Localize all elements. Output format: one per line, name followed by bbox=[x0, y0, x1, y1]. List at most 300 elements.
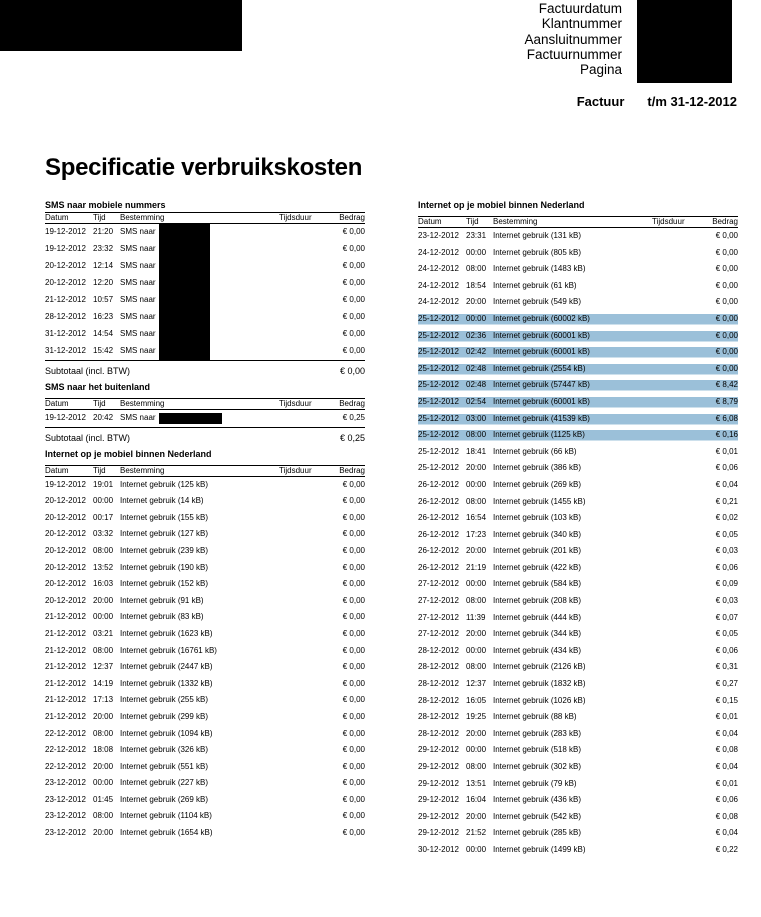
cell-date: 23-12-2012 bbox=[45, 828, 86, 838]
cell-destination: Internet gebruik (518 kB) bbox=[493, 745, 582, 755]
cell-date: 25-12-2012 bbox=[418, 413, 459, 423]
cell-destination: Internet gebruik (60002 kB) bbox=[493, 313, 590, 323]
cell-date: 22-12-2012 bbox=[45, 761, 86, 771]
table-row-highlighted bbox=[418, 361, 738, 378]
cell-amount: € 0,00 bbox=[342, 595, 365, 605]
cell-destination: Internet gebruik (551 kB) bbox=[120, 761, 209, 771]
cell-amount: € 0,00 bbox=[342, 579, 365, 589]
cell-destination: Internet gebruik (1026 kB) bbox=[493, 695, 586, 705]
cell-date: 25-12-2012 bbox=[418, 463, 459, 473]
cell-date: 30-12-2012 bbox=[418, 844, 459, 854]
cell-amount: € 0,25 bbox=[342, 413, 365, 422]
cell-date: 29-12-2012 bbox=[418, 811, 459, 821]
cell-amount: € 0,00 bbox=[342, 828, 365, 838]
cell-destination: Internet gebruik (14 kB) bbox=[120, 496, 204, 506]
cell-time: 00:00 bbox=[93, 778, 114, 788]
cell-destination: Internet gebruik (239 kB) bbox=[120, 545, 209, 555]
cell-amount: € 0,04 bbox=[715, 479, 738, 489]
subtotal-label: Subtotaal (incl. BTW) bbox=[45, 432, 131, 443]
cell-amount: € 0,00 bbox=[715, 231, 738, 240]
table-row bbox=[45, 643, 365, 660]
cell-date: 20-12-2012 bbox=[45, 595, 86, 605]
cell-date: 29-12-2012 bbox=[418, 778, 459, 788]
redacted-phone-number bbox=[159, 326, 210, 343]
table-row bbox=[45, 493, 365, 510]
cell-time: 16:04 bbox=[466, 795, 487, 805]
cell-date: 28-12-2012 bbox=[418, 645, 459, 655]
cell-amount: € 0,00 bbox=[715, 363, 738, 373]
cell-date: 20-12-2012 bbox=[45, 562, 86, 572]
table-row bbox=[45, 609, 365, 626]
cell-destination: Internet gebruik (283 kB) bbox=[493, 728, 582, 738]
col-tijdsduur: Tijdsduur bbox=[279, 465, 329, 476]
cell-amount: € 0,00 bbox=[715, 330, 738, 340]
cell-date: 19-12-2012 bbox=[45, 244, 86, 254]
cell-destination: Internet gebruik (805 kB) bbox=[493, 247, 582, 257]
col-tijd: Tijd bbox=[93, 399, 120, 410]
cell-amount: € 0,00 bbox=[342, 761, 365, 771]
redacted-phone-number bbox=[159, 258, 210, 275]
cell-amount: € 0,07 bbox=[715, 612, 738, 622]
cell-destination: Internet gebruik (60001 kB) bbox=[493, 396, 590, 406]
cell-time: 08:00 bbox=[93, 545, 114, 555]
cell-time: 00:00 bbox=[466, 645, 487, 655]
cell-destination: SMS naar bbox=[120, 227, 156, 236]
cell-amount: € 0,00 bbox=[342, 662, 365, 672]
cell-time: 21:20 bbox=[93, 227, 114, 237]
cell-date: 27-12-2012 bbox=[418, 596, 459, 606]
cell-amount: € 0,03 bbox=[715, 596, 738, 606]
table-row bbox=[45, 258, 365, 275]
section-title-sms-abroad: SMS naar het buitenland bbox=[45, 382, 151, 392]
cell-destination: Internet gebruik (302 kB) bbox=[493, 762, 582, 771]
table-row bbox=[418, 693, 738, 710]
cell-destination: Internet gebruik (83 kB) bbox=[120, 612, 204, 622]
cell-destination: Internet gebruik (1094 kB) bbox=[120, 728, 213, 738]
cell-amount: € 8,42 bbox=[715, 380, 738, 390]
cell-destination: Internet gebruik (542 kB) bbox=[493, 811, 582, 821]
cell-amount: € 0,27 bbox=[715, 679, 738, 689]
cell-amount: € 0,09 bbox=[715, 579, 738, 589]
cell-destination: Internet gebruik (549 kB) bbox=[493, 297, 582, 307]
col-datum: Datum bbox=[418, 217, 466, 228]
cell-date: 25-12-2012 bbox=[418, 380, 459, 390]
cell-destination: SMS naar bbox=[120, 244, 156, 253]
cell-amount: € 0,00 bbox=[715, 264, 738, 274]
cell-destination: Internet gebruik (2447 kB) bbox=[120, 662, 213, 672]
table-header-row bbox=[45, 465, 365, 476]
cell-date: 25-12-2012 bbox=[418, 363, 459, 373]
section-title-internet: Internet op je mobiel binnen Nederland bbox=[45, 448, 212, 459]
cell-amount: € 0,00 bbox=[342, 711, 365, 721]
cell-time: 20:00 bbox=[93, 711, 114, 721]
cell-time: 12:37 bbox=[93, 662, 114, 672]
cell-destination: Internet gebruik (326 kB) bbox=[120, 745, 209, 755]
cell-amount: € 0,00 bbox=[342, 278, 365, 288]
cell-destination: Internet gebruik (2554 kB) bbox=[493, 363, 586, 373]
table-row bbox=[418, 593, 738, 610]
invoice-period bbox=[577, 94, 737, 109]
table-row bbox=[418, 494, 738, 511]
cell-destination: Internet gebruik (201 kB) bbox=[493, 546, 582, 556]
cell-destination: Internet gebruik (269 kB) bbox=[120, 794, 209, 804]
cell-date: 20-12-2012 bbox=[45, 261, 86, 271]
cell-amount: € 0,08 bbox=[715, 745, 738, 755]
cell-time: 03:00 bbox=[466, 413, 487, 423]
cell-amount: € 0,00 bbox=[342, 295, 365, 305]
cell-destination: Internet gebruik (340 kB) bbox=[493, 529, 582, 539]
cell-destination: Internet gebruik (1623 kB) bbox=[120, 628, 213, 638]
cell-destination: Internet gebruik (103 kB) bbox=[493, 513, 582, 523]
table-row bbox=[45, 726, 365, 743]
factuur-label: Factuur bbox=[576, 94, 625, 109]
table-row bbox=[418, 510, 738, 527]
cell-destination: Internet gebruik (60001 kB) bbox=[493, 330, 590, 340]
cell-destination: Internet gebruik (436 kB) bbox=[493, 795, 582, 805]
subtotal-amount: € 0,25 bbox=[339, 432, 365, 443]
table-row-highlighted bbox=[418, 344, 738, 361]
cell-date: 24-12-2012 bbox=[418, 247, 459, 257]
cell-amount: € 0,00 bbox=[715, 297, 738, 307]
col-bestemming: Bestemming bbox=[120, 465, 279, 476]
cell-destination: Internet gebruik (66 kB) bbox=[493, 446, 577, 456]
cell-date: 31-12-2012 bbox=[45, 346, 86, 356]
cell-amount: € 0,21 bbox=[715, 496, 738, 506]
cell-amount: € 0,00 bbox=[342, 794, 365, 804]
table-row bbox=[418, 776, 738, 793]
cell-amount: € 0,00 bbox=[342, 628, 365, 638]
cell-time: 08:00 bbox=[466, 662, 487, 672]
internet-table-left bbox=[45, 465, 365, 842]
table-row bbox=[45, 775, 365, 792]
table-row bbox=[418, 543, 738, 560]
table-header-row bbox=[45, 213, 365, 224]
cell-date: 22-12-2012 bbox=[45, 728, 86, 738]
table-row bbox=[418, 245, 738, 262]
table-row-highlighted bbox=[418, 411, 738, 428]
cell-amount: € 0,00 bbox=[715, 280, 738, 290]
cell-time: 00:00 bbox=[93, 496, 114, 506]
cell-time: 12:20 bbox=[93, 278, 114, 288]
cell-time: 08:00 bbox=[466, 762, 487, 771]
cell-destination: Internet gebruik (91 kB) bbox=[120, 595, 204, 605]
cell-destination: Internet gebruik (125 kB) bbox=[120, 479, 209, 489]
cell-amount: € 0,22 bbox=[715, 844, 738, 854]
cell-destination: Internet gebruik (41539 kB) bbox=[493, 413, 590, 423]
table-row bbox=[418, 742, 738, 759]
cell-amount: € 0,00 bbox=[342, 678, 365, 688]
cell-amount: € 0,03 bbox=[715, 546, 738, 556]
cell-date: 26-12-2012 bbox=[418, 546, 459, 556]
cell-time: 02:36 bbox=[466, 330, 487, 340]
label-aansluitnummer: Aansluitnummer bbox=[524, 31, 622, 47]
cell-date: 28-12-2012 bbox=[418, 728, 459, 738]
cell-time: 23:32 bbox=[93, 244, 114, 254]
cell-destination: Internet gebruik (434 kB) bbox=[493, 645, 582, 655]
cell-time: 20:00 bbox=[93, 761, 114, 771]
cell-time: 18:41 bbox=[466, 446, 487, 456]
cell-amount: € 0,05 bbox=[715, 629, 738, 639]
cell-destination: Internet gebruik (61 kB) bbox=[493, 280, 577, 290]
redacted-invoice-values bbox=[637, 0, 732, 83]
cell-time: 08:00 bbox=[466, 264, 487, 274]
cell-time: 00:00 bbox=[466, 579, 487, 589]
cell-date: 23-12-2012 bbox=[45, 778, 86, 788]
subtotal-row bbox=[45, 428, 365, 448]
table-row bbox=[418, 228, 738, 245]
cell-time: 13:51 bbox=[466, 778, 487, 788]
cell-date: 28-12-2012 bbox=[418, 695, 459, 705]
cell-time: 08:00 bbox=[466, 430, 487, 440]
cell-amount: € 0,04 bbox=[715, 828, 738, 838]
cell-amount: € 0,00 bbox=[715, 313, 738, 323]
table-row bbox=[45, 576, 365, 593]
cell-date: 20-12-2012 bbox=[45, 545, 86, 555]
section-title-internet: Internet op je mobiel binnen Nederland bbox=[418, 200, 585, 210]
subtotal-amount: € 0,00 bbox=[339, 366, 365, 376]
cell-time: 16:23 bbox=[93, 312, 114, 322]
subtotal-label: Subtotaal (incl. BTW) bbox=[45, 366, 131, 376]
table-row bbox=[45, 808, 365, 825]
cell-date: 21-12-2012 bbox=[45, 711, 86, 721]
table-row bbox=[45, 626, 365, 643]
redacted-logo-block bbox=[0, 0, 242, 51]
col-tijd: Tijd bbox=[93, 213, 120, 224]
table-row bbox=[418, 842, 738, 859]
cell-date: 20-12-2012 bbox=[45, 278, 86, 288]
cell-date: 28-12-2012 bbox=[418, 679, 459, 689]
table-row bbox=[418, 626, 738, 643]
table-row bbox=[418, 278, 738, 295]
cell-time: 20:00 bbox=[466, 463, 487, 473]
cell-destination: Internet gebruik (155 kB) bbox=[120, 512, 209, 522]
cell-time: 17:23 bbox=[466, 529, 487, 539]
cell-amount: € 0,06 bbox=[715, 645, 738, 655]
cell-amount: € 0,04 bbox=[715, 728, 738, 738]
cell-amount: € 0,06 bbox=[715, 795, 738, 805]
col-bedrag: Bedrag bbox=[329, 213, 365, 224]
cell-amount: € 0,00 bbox=[342, 562, 365, 572]
cell-date: 29-12-2012 bbox=[418, 745, 459, 755]
table-row bbox=[418, 294, 738, 311]
cell-time: 00:00 bbox=[466, 479, 487, 489]
cell-date: 21-12-2012 bbox=[45, 628, 86, 638]
label-factuurdatum: Factuurdatum bbox=[538, 1, 622, 16]
cell-amount: € 0,31 bbox=[715, 662, 738, 672]
cell-time: 03:32 bbox=[93, 529, 114, 539]
cell-destination: SMS naar bbox=[120, 346, 156, 355]
invoice-meta-labels bbox=[524, 1, 622, 77]
table-row bbox=[418, 261, 738, 278]
cell-date: 19-12-2012 bbox=[45, 227, 86, 237]
cell-destination: SMS naar bbox=[120, 278, 156, 287]
cell-time: 18:08 bbox=[93, 745, 114, 755]
cell-amount: € 0,00 bbox=[342, 745, 365, 755]
table-row bbox=[45, 526, 365, 543]
cell-destination: SMS naar bbox=[120, 261, 156, 270]
cell-time: 20:00 bbox=[466, 629, 487, 639]
table-row-highlighted bbox=[418, 311, 738, 328]
cell-date: 25-12-2012 bbox=[418, 430, 459, 440]
table-row bbox=[45, 543, 365, 560]
cell-destination: SMS naar bbox=[120, 312, 156, 321]
cell-destination: Internet gebruik (1832 kB) bbox=[493, 679, 586, 689]
cell-date: 27-12-2012 bbox=[418, 579, 459, 589]
table-row bbox=[418, 460, 738, 477]
redacted-phone-number bbox=[159, 343, 210, 360]
cell-date: 29-12-2012 bbox=[418, 762, 459, 771]
table-row bbox=[45, 476, 365, 493]
cell-time: 00:00 bbox=[466, 844, 487, 854]
cell-destination: Internet gebruik (255 kB) bbox=[120, 695, 209, 705]
cell-amount: € 0,00 bbox=[342, 496, 365, 506]
label-pagina: Pagina bbox=[579, 62, 622, 78]
col-tijdsduur: Tijdsduur bbox=[279, 213, 329, 224]
table-row bbox=[45, 309, 365, 326]
cell-date: 19-12-2012 bbox=[45, 479, 86, 489]
cell-time: 02:48 bbox=[466, 363, 487, 373]
cell-destination: Internet gebruik (386 kB) bbox=[493, 463, 582, 473]
table-row bbox=[45, 224, 365, 242]
col-bestemming: Bestemming bbox=[120, 399, 279, 410]
table-row-highlighted bbox=[418, 377, 738, 394]
col-datum: Datum bbox=[45, 213, 93, 224]
col-tijdsduur: Tijdsduur bbox=[652, 217, 702, 228]
cell-date: 26-12-2012 bbox=[418, 479, 459, 489]
cell-amount: € 0,16 bbox=[715, 430, 738, 440]
cell-time: 16:54 bbox=[466, 513, 487, 523]
cell-destination: Internet gebruik (1332 kB) bbox=[120, 678, 213, 688]
cell-date: 19-12-2012 bbox=[45, 413, 86, 422]
col-tijdsduur: Tijdsduur bbox=[279, 399, 329, 410]
cell-date: 27-12-2012 bbox=[418, 629, 459, 639]
right-column bbox=[418, 199, 738, 859]
cell-date: 24-12-2012 bbox=[418, 264, 459, 274]
cell-time: 08:00 bbox=[466, 596, 487, 606]
cell-date: 23-12-2012 bbox=[45, 811, 86, 821]
cell-date: 29-12-2012 bbox=[418, 828, 459, 838]
cell-amount: € 0,00 bbox=[342, 529, 365, 539]
cell-amount: € 0,04 bbox=[715, 762, 738, 771]
cell-time: 00:00 bbox=[466, 247, 487, 257]
cell-date: 28-12-2012 bbox=[45, 312, 86, 322]
redacted-phone-number bbox=[159, 413, 222, 424]
col-bedrag: Bedrag bbox=[702, 217, 738, 228]
table-row-highlighted bbox=[418, 328, 738, 345]
cell-time: 19:01 bbox=[93, 479, 114, 489]
table-row bbox=[45, 593, 365, 610]
cell-amount: € 0,00 bbox=[715, 347, 738, 357]
cell-date: 20-12-2012 bbox=[45, 529, 86, 539]
cell-amount: € 8,79 bbox=[715, 396, 738, 406]
table-row bbox=[418, 759, 738, 776]
cell-date: 25-12-2012 bbox=[418, 313, 459, 323]
sms-abroad-table bbox=[45, 398, 365, 428]
cell-destination: Internet gebruik (1104 kB) bbox=[120, 811, 212, 821]
table-row bbox=[418, 643, 738, 660]
cell-date: 31-12-2012 bbox=[45, 329, 86, 339]
cell-destination: Internet gebruik (57447 kB) bbox=[493, 380, 590, 390]
cell-time: 14:54 bbox=[93, 329, 114, 339]
cell-date: 25-12-2012 bbox=[418, 396, 459, 406]
col-datum: Datum bbox=[45, 465, 93, 476]
redacted-phone-number bbox=[159, 241, 210, 258]
cell-time: 12:37 bbox=[466, 679, 487, 689]
cell-time: 12:14 bbox=[93, 261, 114, 271]
cell-amount: € 0,00 bbox=[342, 811, 365, 821]
cell-amount: € 0,05 bbox=[715, 529, 738, 539]
cell-amount: € 0,06 bbox=[715, 463, 738, 473]
cell-destination: Internet gebruik (1125 kB) bbox=[493, 430, 585, 440]
cell-date: 27-12-2012 bbox=[418, 612, 459, 622]
cell-time: 02:54 bbox=[466, 396, 487, 406]
table-row bbox=[45, 709, 365, 726]
cell-time: 00:00 bbox=[466, 313, 487, 323]
cell-date: 21-12-2012 bbox=[45, 695, 86, 705]
col-bedrag: Bedrag bbox=[329, 399, 365, 410]
cell-time: 20:00 bbox=[93, 595, 114, 605]
cell-destination: Internet gebruik (2126 kB) bbox=[493, 662, 586, 672]
table-row bbox=[45, 742, 365, 759]
cell-amount: € 0,00 bbox=[342, 728, 365, 738]
table-row bbox=[418, 477, 738, 494]
cell-time: 08:00 bbox=[466, 496, 487, 506]
cell-destination: Internet gebruik (444 kB) bbox=[493, 612, 582, 622]
cell-date: 21-12-2012 bbox=[45, 295, 86, 305]
cell-destination: SMS naar bbox=[120, 413, 156, 422]
col-tijd: Tijd bbox=[93, 465, 120, 476]
cell-destination: Internet gebruik (269 kB) bbox=[493, 479, 582, 489]
cell-time: 18:54 bbox=[466, 280, 487, 290]
cell-time: 14:19 bbox=[93, 678, 114, 688]
cell-date: 26-12-2012 bbox=[418, 562, 459, 572]
section-title-sms-mobile: SMS naar mobiele nummers bbox=[45, 200, 166, 210]
table-row bbox=[45, 792, 365, 809]
cell-destination: Internet gebruik (285 kB) bbox=[493, 828, 582, 838]
table-row bbox=[45, 825, 365, 842]
table-row bbox=[45, 659, 365, 676]
cell-time: 20:00 bbox=[93, 828, 114, 838]
cell-date: 23-12-2012 bbox=[418, 231, 459, 240]
cell-amount: € 0,00 bbox=[342, 227, 365, 237]
cell-time: 03:21 bbox=[93, 628, 114, 638]
table-row bbox=[45, 275, 365, 292]
cell-time: 20:00 bbox=[466, 546, 487, 556]
cell-date: 26-12-2012 bbox=[418, 513, 459, 523]
label-factuurnummer: Factuurnummer bbox=[526, 46, 622, 62]
cell-destination: Internet gebruik (299 kB) bbox=[120, 711, 209, 721]
cell-date: 20-12-2012 bbox=[45, 512, 86, 522]
table-row bbox=[45, 292, 365, 309]
cell-time: 20:00 bbox=[466, 297, 487, 307]
cell-amount: € 0,01 bbox=[715, 712, 738, 722]
cell-time: 16:03 bbox=[93, 579, 114, 589]
cell-amount: € 0,00 bbox=[715, 247, 738, 257]
cell-date: 20-12-2012 bbox=[45, 496, 86, 506]
cell-amount: € 0,01 bbox=[715, 446, 738, 456]
cell-destination: Internet gebruik (1483 kB) bbox=[493, 264, 586, 274]
cell-time: 20:00 bbox=[466, 811, 487, 821]
redacted-phone-number bbox=[159, 275, 210, 292]
table-row bbox=[418, 527, 738, 544]
cell-date: 28-12-2012 bbox=[418, 662, 459, 672]
cell-destination: SMS naar bbox=[120, 329, 156, 338]
table-header-row bbox=[418, 217, 738, 228]
cell-time: 23:31 bbox=[466, 231, 487, 240]
cell-date: 25-12-2012 bbox=[418, 347, 459, 357]
cell-date: 24-12-2012 bbox=[418, 280, 459, 290]
cell-time: 20:00 bbox=[466, 728, 487, 738]
